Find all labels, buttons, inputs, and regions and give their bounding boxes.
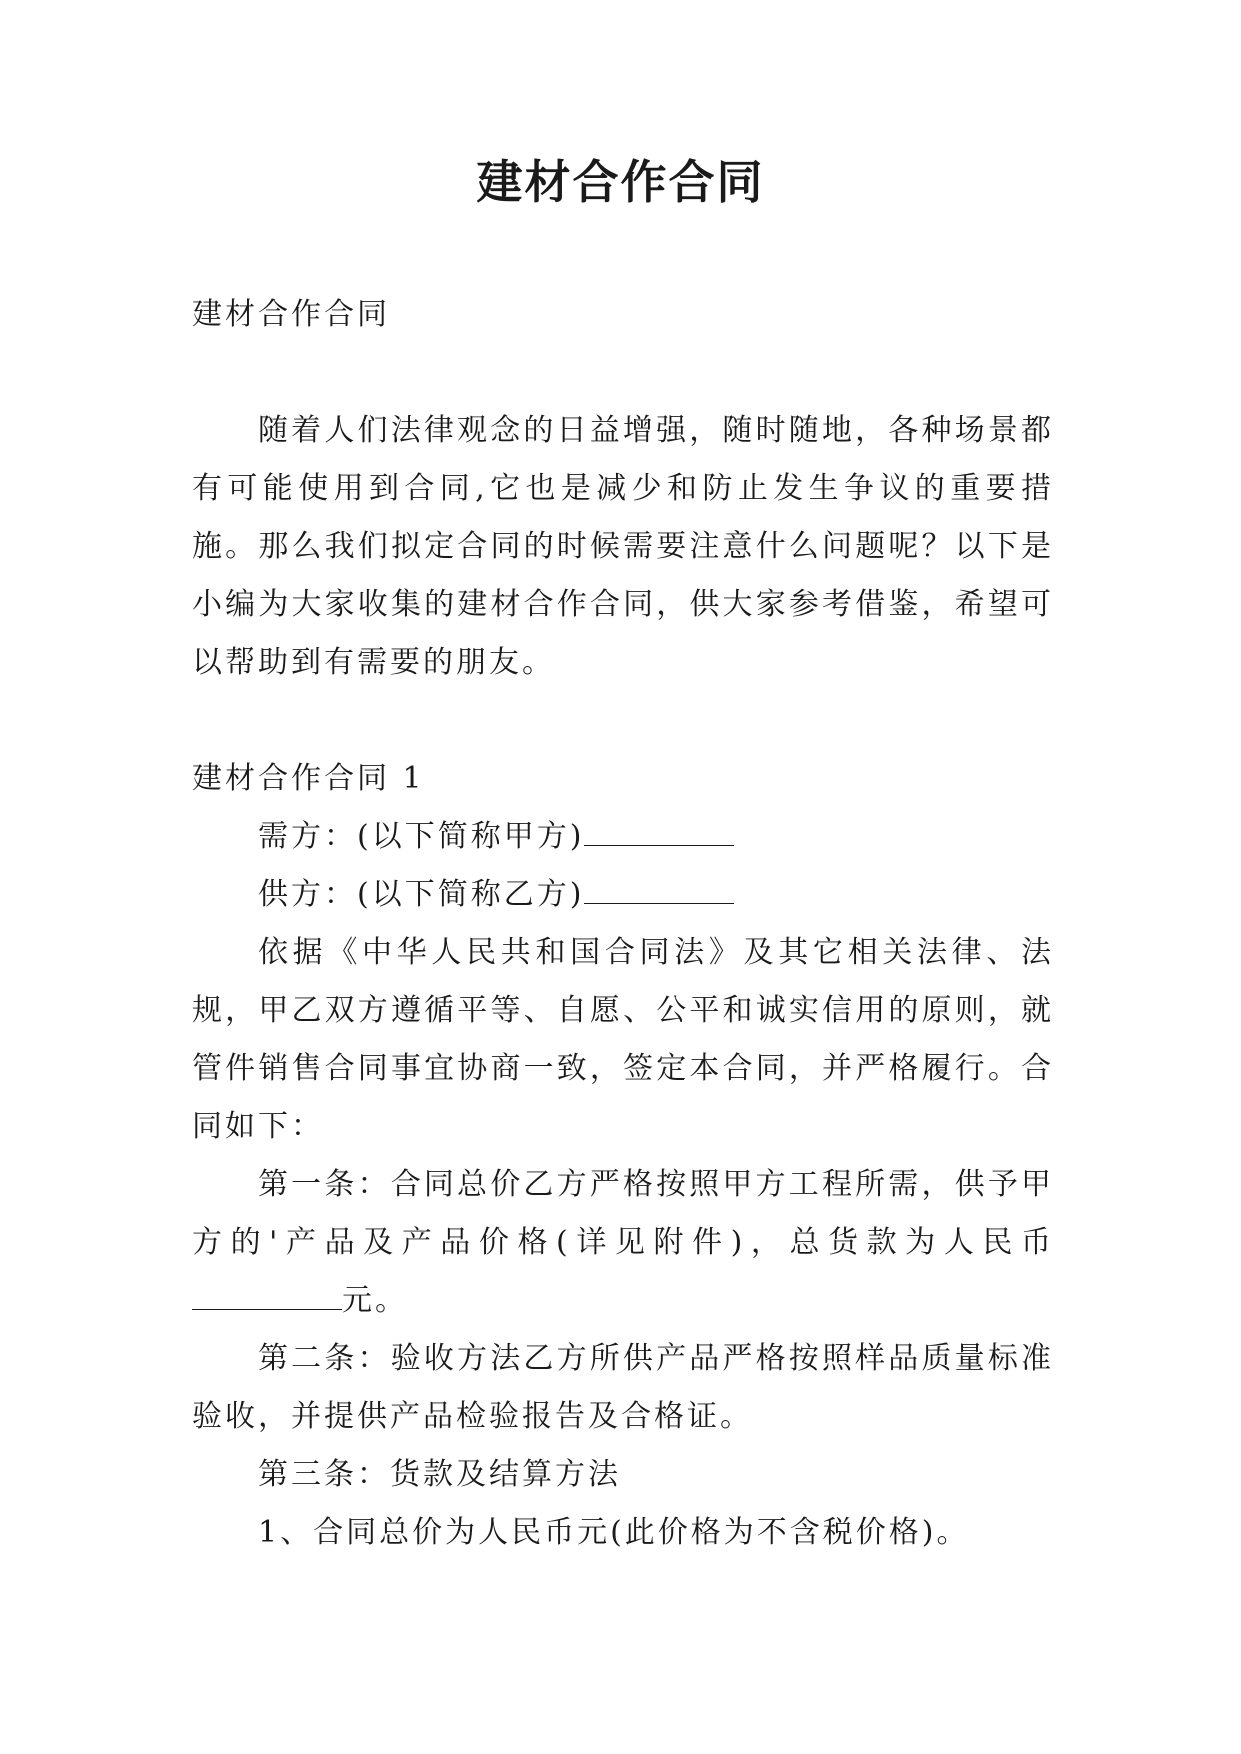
buyer-line — [192, 808, 1054, 866]
buyer-label: 需方：(以下简称甲方) — [258, 819, 585, 854]
article-3-item-1: 1、合同总价为人民币元(此价格为不含税价格)。 — [258, 1515, 970, 1550]
buyer-name-blank — [584, 817, 734, 846]
article-1-paragraph — [192, 1156, 1054, 1330]
supplier-name-blank — [584, 875, 734, 904]
document-title: 建材合作合同 — [476, 155, 765, 209]
total-amount-blank — [192, 1281, 342, 1310]
document-subtitle: 建材合作合同 — [192, 297, 390, 332]
preamble-paragraph: 依据《中华人民共和国合同法》及其它相关法律、法规，甲乙双方遵循平等、自愿、公平和诚实信用的原则，就管件销售合同事宜协商一致，签定本合同，并严格履行。合同如下： — [192, 935, 1054, 1144]
intro-paragraph: 随着人们法律观念的日益增强，随时随地，各种场景都有可能使用到合同,它也是减少和防止发生争议的重要措施。那么我们拟定合同的时候需要注意什么问题呢？以下是小编为大家收集的建材合作合同，供大家参考借鉴，希望可以帮助到有需要的朋友。 — [192, 413, 1054, 680]
article-2-paragraph: 第二条：验收方法乙方所供产品严格按照样品质量标准验收，并提供产品检验报告及合格证。 — [192, 1341, 1054, 1434]
supplier-label: 供方：(以下简称乙方) — [258, 877, 585, 912]
article-3-heading: 第三条：货款及结算方法 — [258, 1457, 621, 1492]
section-heading: 建材合作合同 1 — [192, 761, 425, 796]
article-1-text: 第一条：合同总价乙方严格按照甲方工程所需，供予甲方的'产品及产品价格(详见附件)，总货款为人民币 — [192, 1167, 1054, 1260]
spacer — [192, 344, 1054, 402]
document-body — [192, 286, 1054, 1562]
spacer — [192, 692, 1054, 750]
supplier-line — [192, 866, 1054, 924]
article-1-suffix: 元。 — [342, 1283, 408, 1318]
